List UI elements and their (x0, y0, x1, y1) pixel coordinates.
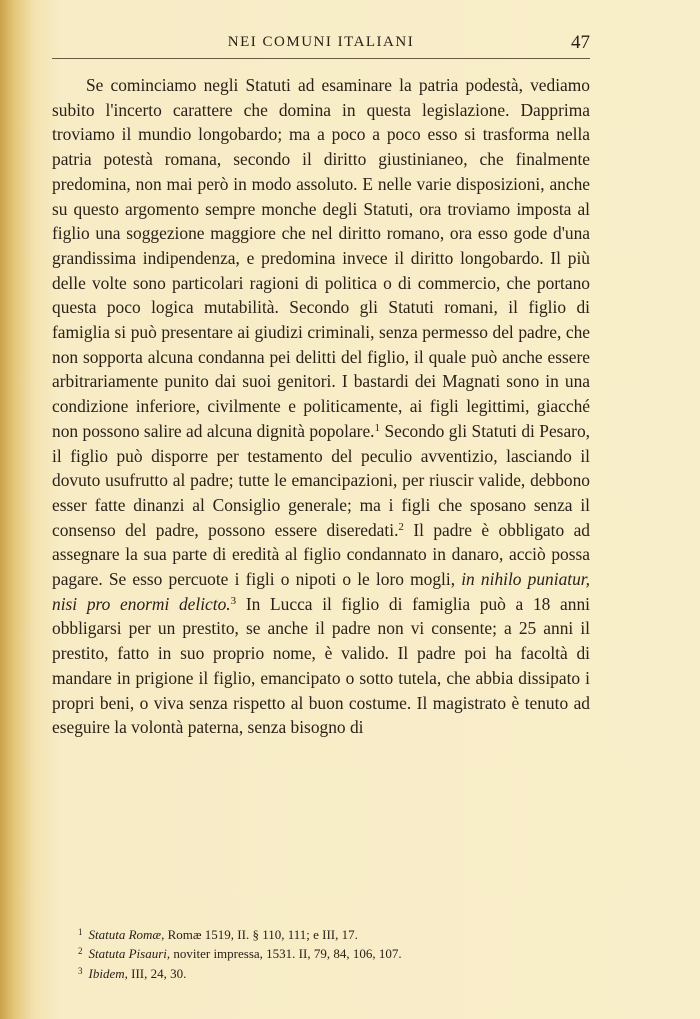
running-title: NEI COMUNI ITALIANI (227, 34, 415, 50)
footnote-detail: noviter impressa, 1531. II, 79, 84, 106, 107. (170, 946, 402, 962)
body-text-part-2: Secondo gli Statuti di Pesaro, il figlio può disporre per testamento del peculio avventizio, lasciando il dovuto usufrutto al padre; tutte le emancipazioni, per riuscir valide, debbono esser fatte dinanzi al Consiglio generale; ma i figli che sposano senza il consenso del padre, possono essere diseredati. (52, 420, 590, 540)
page-number: 47 (571, 32, 590, 53)
body-text-part-1: Se cominciamo negli Statuti ad esaminare la patria podestà, vediamo subito l'incerto carattere che domina in questa legislazione. Dapprima troviamo il mundio longobardo; ma a poco a poco esso si trasforma nella patria potestà romana, secondo il diritto giustinianeo, che finalmente predomina, non mai però in modo assoluto. E nelle varie disposizioni, anche su questo argomento sempre monche degli Statuti, ora troviamo imposta al figlio una soggezione maggiore che nel diritto romano, ora esso gode d'una grandissima indipendenza, e predomina invece il diritto longobardo. Il più delle volte sono particolari ragioni di politica o di commercio, che portano questa poco logica mutabilità. Secondo gli Statuti romani, il figlio di famiglia si può presentare ai giudizi criminali, senza permesso del padre, che non sopporta alcuna condanna pei delitti del figlio, il quale può anche essere arbitrariamente punito dai suoi genitori. I bastardi dei Magnati sono in una condizione inferiore, civilmente e politicamente, ai figli legittimi, giacché non possono salire ad alcuna dignità popolare. (52, 75, 590, 441)
footnote-source: Ibidem, (88, 965, 128, 981)
footnote-marker: 2 (78, 946, 83, 957)
footnote-detail: III, 24, 30. (127, 965, 187, 981)
footnote-ref-3: 3 (230, 594, 237, 607)
header-rule (52, 58, 590, 59)
footnote-3 (78, 964, 588, 983)
footnote-1 (78, 925, 588, 944)
footnote-source: Statuta Romæ, (88, 927, 165, 942)
running-head (52, 34, 590, 56)
footnote-ref-2: 2 (398, 520, 404, 533)
footnotes (78, 925, 588, 983)
footnote-detail: Romæ 1519, II. § 110, 111; e III, 17. (164, 927, 358, 942)
body-paragraph (52, 73, 590, 740)
latin-phrase: in nihilo puniatur, nisi pro enormi delicto. (52, 569, 590, 614)
footnote-marker: 3 (78, 965, 83, 976)
body-text-part-3: Il padre è obbligato ad assegnare la sua parte di eredità al figlio condannato in danaro, acciò possa pagare. Se esso percuote i figli o nipoti o le loro mogli, (52, 519, 590, 590)
footnote-marker: 1 (78, 927, 83, 937)
footnote-source: Statuta Pisauri, (88, 946, 171, 962)
body-text-part-4: In Lucca il figlio di famiglia può a 18 anni obbligarsi per un prestito, se anche il padre non vi consente; a 25 anni il prestito, fatto in suo proprio nome, è valido. Il padre poi ha facoltà di mandare in prigione il figlio, emancipato o sotto tutela, che abbia dissipato i propri beni, o viva senza rispetto al buon costume. Il magistrato è tenuto ad eseguire la volontà paterna, senza bisogno di (52, 593, 590, 738)
footnote-ref-1: 1 (374, 421, 381, 434)
footnote-2 (78, 944, 588, 963)
